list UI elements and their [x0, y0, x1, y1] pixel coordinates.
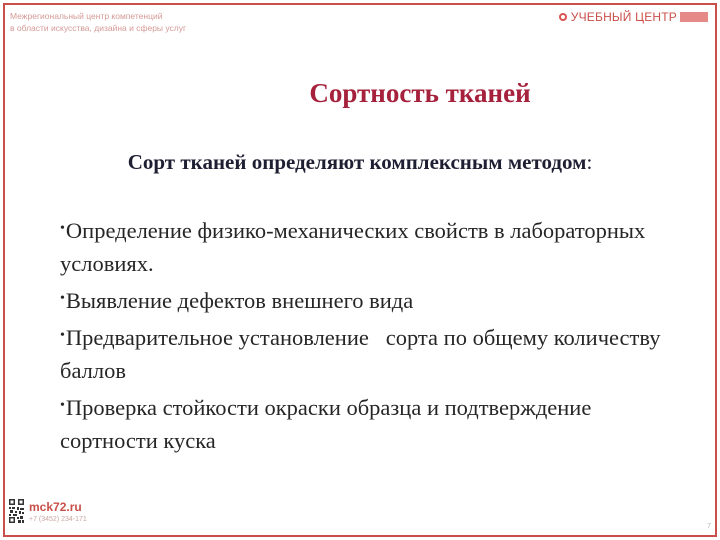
- list-item: [60, 212, 680, 280]
- bullet-text: Определение физико-механических свойств в лабораторных условиях.: [60, 218, 646, 276]
- bullet-icon: •: [60, 291, 65, 306]
- slide-subtitle: [90, 148, 630, 176]
- org-name-line-1: Межрегиональный центр компетенций: [10, 11, 163, 21]
- org-name-line-2: в области искусства, дизайна и сферы услуг: [10, 23, 187, 33]
- training-center-logo: [559, 9, 708, 25]
- training-center-label: УЧЕБНЫЙ ЦЕНТР: [570, 10, 677, 24]
- ring-icon: [559, 13, 567, 21]
- bullet-text: Проверка стойкости окраски образца и подтверждение сортности куска: [60, 395, 592, 453]
- logo-stamp-icon: [680, 12, 708, 22]
- footer-site-link[interactable]: mck72.ru: [29, 500, 82, 514]
- bullet-list: [60, 212, 680, 459]
- bullet-icon: •: [60, 328, 65, 343]
- page-number: 7: [707, 523, 711, 530]
- bullet-icon: •: [60, 221, 65, 236]
- bullet-icon: •: [60, 398, 65, 413]
- subtitle-text: Сорт тканей определяют комплексным методом: [127, 150, 587, 174]
- subtitle-colon: :: [586, 150, 593, 174]
- slide-title: Сортность тканей: [309, 78, 531, 108]
- bullet-text: Предварительное установление сорта по общему количеству баллов: [60, 325, 667, 383]
- list-item: [60, 319, 680, 387]
- qr-code-icon: [8, 498, 25, 524]
- org-name: [10, 10, 270, 34]
- footer-phone: +7 (3452) 234-171: [29, 516, 87, 523]
- list-item: [60, 389, 680, 457]
- bullet-text: Выявление дефектов внешнего вида: [65, 288, 414, 313]
- list-item: [60, 282, 680, 317]
